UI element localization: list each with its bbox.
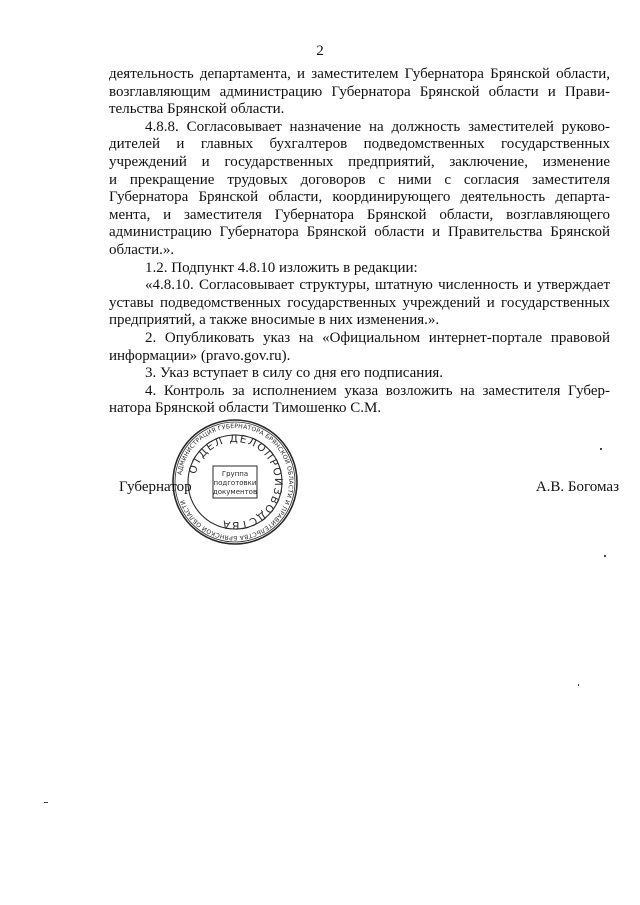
stamp-text: ОТДЕЛ ДЕЛОПРОИЗВОДСТВА	[186, 432, 285, 532]
scan-speck	[604, 555, 606, 557]
paragraph	[109, 66, 610, 119]
text-line: натора Брянской области Тимошенко С.М.	[109, 400, 382, 417]
signatory-position: Губернатор	[119, 479, 192, 495]
page-number: 2	[316, 43, 324, 59]
text-line: Губернатора Брянской области, координирующего деятельность департа-	[109, 189, 610, 206]
paragraph	[109, 260, 610, 278]
paragraph	[109, 119, 610, 260]
stamp-text: Группа	[221, 470, 249, 478]
text-line: дителей и главных бухгалтеров подведомственных государственных	[109, 136, 610, 153]
paragraph	[109, 365, 610, 383]
text-line: области.».	[109, 241, 175, 258]
text-line: 1.2. Подпункт 4.8.10 изложить в редакции:	[145, 259, 418, 276]
document-body	[109, 66, 610, 418]
text-line: тельства Брянской области.	[109, 101, 285, 118]
signatory-name: А.В. Богомаз	[535, 479, 619, 495]
scan-speck	[578, 684, 579, 686]
scan-speck	[600, 448, 602, 450]
text-line: «4.8.10. Согласовывает структуры, штатную численность и утверждает	[145, 277, 610, 294]
text-line: уставы подведомственных государственных учреждений и государственных	[109, 294, 610, 311]
stamp-text: АДМИНИСТРАЦИЯ ГУБЕРНАТОРА БРЯНСКОЙ ОБЛАСТИ И ПРАВИТЕЛЬСТВА БРЯНСКОЙ ОБЛАСТИ	[176, 422, 295, 542]
text-line: администрацию Губернатора Брянской области и Правительства Брянской	[109, 224, 610, 241]
text-line: предприятий, а также вносимые в них изменения.».	[109, 312, 440, 329]
text-line: 4.8.8. Согласовывает назначение на должность заместителей руково-	[145, 118, 610, 135]
stamp-text: подготовки	[213, 479, 257, 487]
text-line: 4. Контроль за исполнением указа возложить на заместителя Губер-	[145, 382, 610, 399]
paragraph	[109, 383, 610, 418]
paragraph	[109, 277, 610, 330]
text-line: информации» (pravo.gov.ru).	[109, 347, 291, 364]
text-line: деятельность департамента, и заместителем Губернатора Брянской области,	[109, 66, 610, 82]
text-line: 2. Опубликовать указ на «Официальном интернет-портале правовой	[145, 329, 610, 346]
text-line: возглавляющим администрацию Губернатора Брянской области и Прави-	[109, 83, 610, 100]
signature-block	[119, 478, 619, 498]
text-line: и прекращение трудовых договоров с ними с согласия заместителя	[109, 171, 610, 188]
text-line: учреждений и государственных предприятий, заключение, изменение	[109, 153, 610, 170]
paragraph	[109, 330, 610, 365]
text-line: мента, и заместителя Губернатора Брянской области, возглавляющего	[109, 206, 610, 223]
stamp-text: документов	[212, 488, 258, 496]
scan-speck	[44, 802, 48, 803]
text-line: 3. Указ вступает в силу со дня его подписания.	[145, 365, 443, 382]
